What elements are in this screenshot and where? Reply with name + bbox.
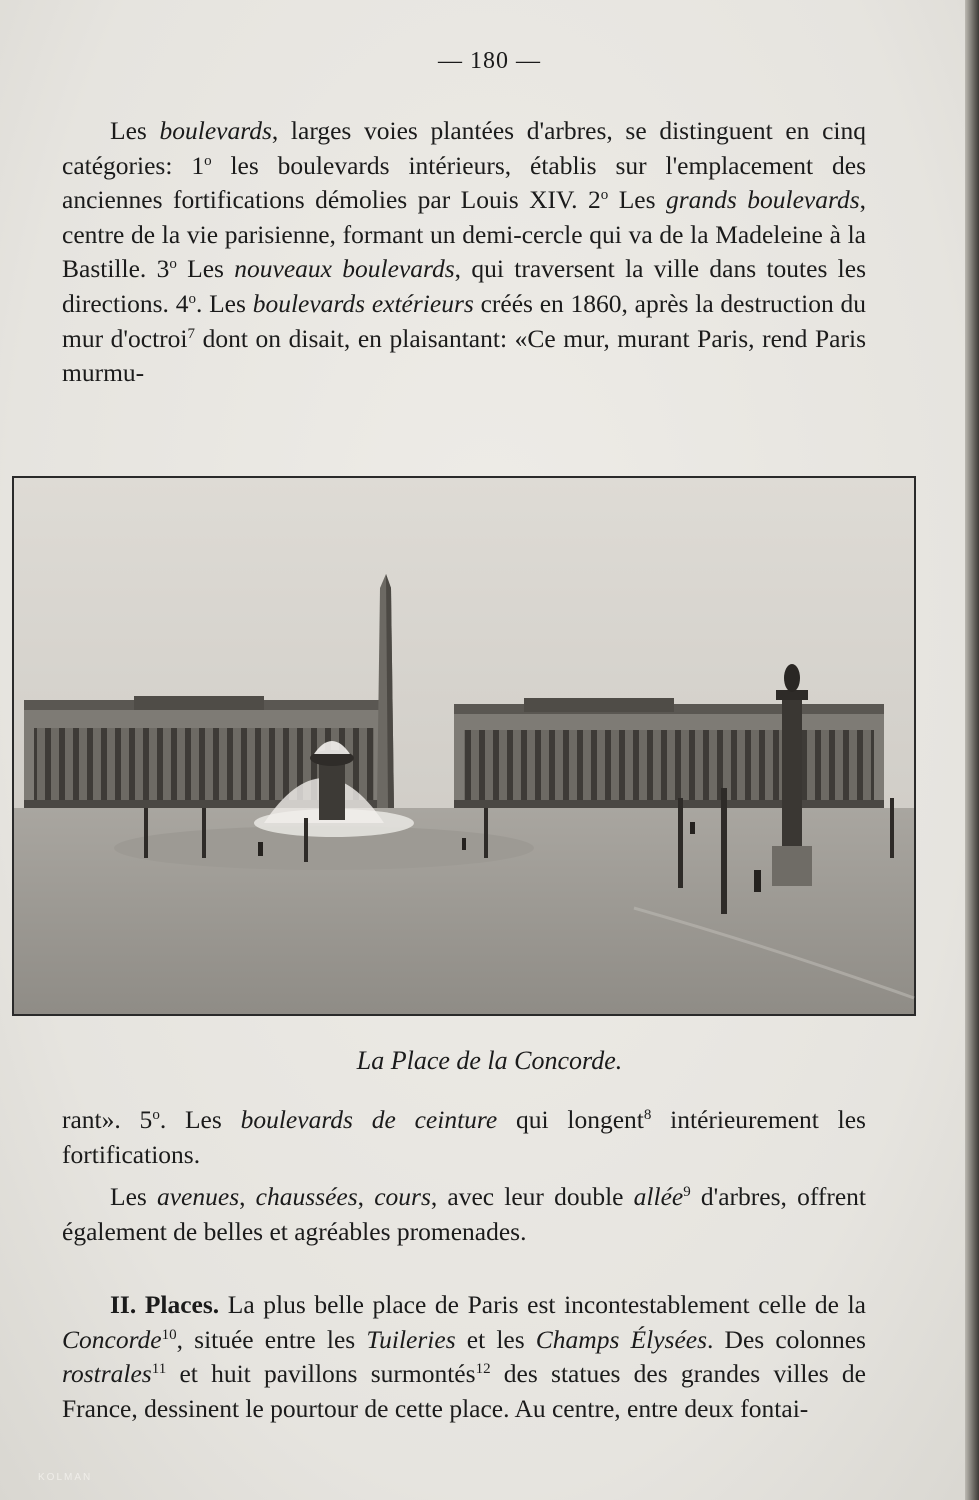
paragraph-boulevards: Les boulevards, larges voies plantées d'arbres, se distinguent en cinq catégories: 1$^o$ les boulevards intérieurs, établis sur l'emplacement des anciennes fortifications démolies par Louis XIV. 2$^o$ Les grands boulevards, centre de la vie parisienne, formant un demi-cercle qui va de la Madeleine à la Bastille. 3$^o$ Les nouveaux boulevards, qui traversent la ville dans toutes les directions. 4$^o$. Les boulevards extérieurs créés en 1860, après la destruction du mur d'octroi$^7$ dont on disait, en plaisantant: «Ce mur, murant Paris, rend Paris murmu- xyxy=(62,116,866,388)
footnote-ref: 12 xyxy=(475,1361,491,1378)
page-number: — 180 — xyxy=(438,48,541,74)
footnote-ref: 10 xyxy=(161,1326,177,1343)
term-rostrales: rostrales xyxy=(62,1359,152,1389)
book-spine-shadow xyxy=(965,0,979,1500)
term-avenues: avenues xyxy=(156,1182,240,1211)
section-heading-places: II. Places. xyxy=(110,1290,220,1319)
paragraph-places: II. Places. La plus belle place de Paris est incontestablement celle de la Concorde$^{10}$, située entre les Tuileries et les Champs Élysées. Des colonnes rostrales$^{11}$ et huit pavillons surmontés$^{12}$ des statues des grandes villes de France, dessinent le pourtour de cette place. Au centre, entre deux fontai- xyxy=(62,1290,866,1423)
term-boulevards-exterieurs: boulevards extérieurs xyxy=(252,288,474,318)
term-allee: allée xyxy=(633,1182,684,1211)
hotel-de-crillon-right xyxy=(454,698,884,816)
footnote-ref: 7 xyxy=(187,325,195,342)
paragraph-avenues: Les avenues, chaussées, cours, avec leur double allée$^9$ d'arbres, offrent également de belles et agréables promenades. xyxy=(62,1182,866,1246)
term-cours: cours xyxy=(374,1182,431,1211)
term-boulevards: boulevards xyxy=(159,116,272,145)
figure-caption: La Place de la Concorde. xyxy=(356,1046,623,1075)
term-boulevards-de-ceinture: boulevards de ceinture xyxy=(240,1105,498,1134)
term-tuileries: Tuileries xyxy=(366,1324,456,1354)
engraver-signature: KOLMAN xyxy=(38,1472,93,1483)
term-nouveaux-boulevards: nouveaux boulevards xyxy=(234,254,455,284)
paragraph-boulevards-continued: rant». 5$^o$. Les boulevards de ceinture qui longent$^8$ intérieurement les fortifications. xyxy=(62,1105,866,1169)
term-chaussees: chaussées xyxy=(255,1182,358,1211)
footnote-ref: 11 xyxy=(151,1361,167,1378)
concorde-illustration xyxy=(14,478,914,1014)
footnote-ref: 9 xyxy=(683,1184,691,1200)
term-champs-elysees: Champs Élysées xyxy=(535,1324,708,1354)
term-concorde: Concorde xyxy=(62,1324,162,1354)
footnote-ref: 8 xyxy=(643,1107,652,1123)
term-grands-boulevards: grands boulevards xyxy=(665,185,860,215)
